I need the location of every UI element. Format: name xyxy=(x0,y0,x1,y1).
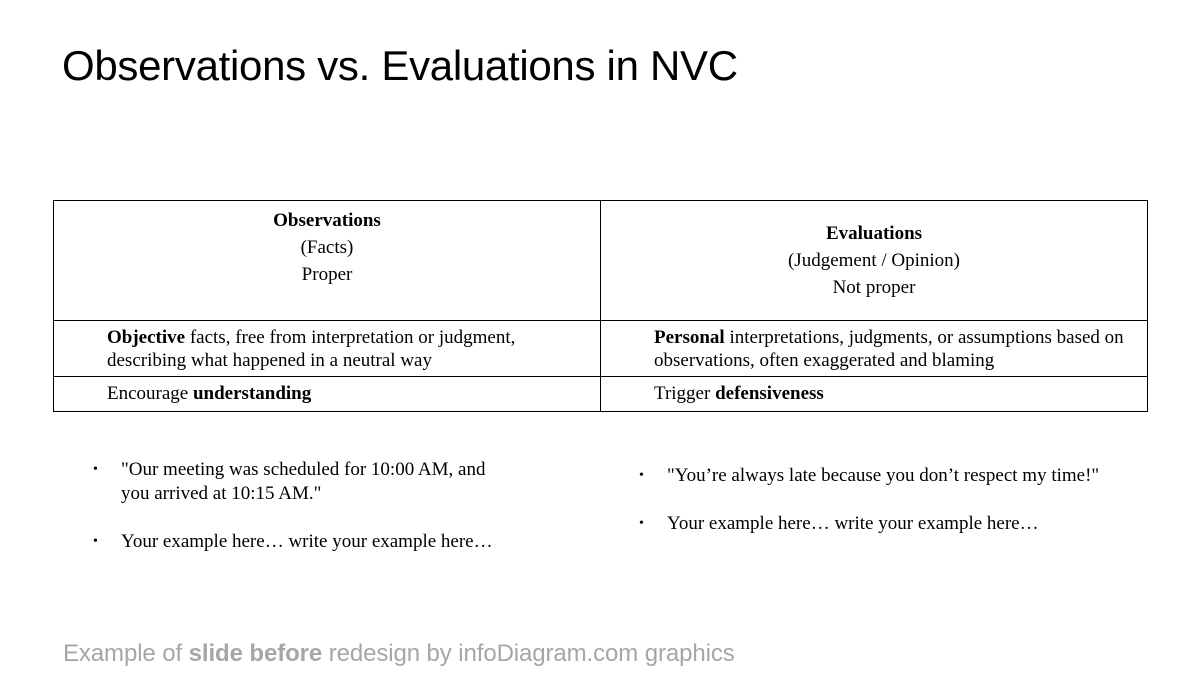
table-row xyxy=(54,321,1148,377)
footer-suffix: redesign by infoDiagram.com graphics xyxy=(322,640,735,667)
list-item xyxy=(93,458,513,506)
evaluations-description-cell xyxy=(601,321,1148,377)
list-item xyxy=(639,512,1179,536)
slide-footer xyxy=(63,640,735,668)
observation-examples-list xyxy=(93,458,513,554)
list-item xyxy=(93,530,513,554)
bullet-icon: • xyxy=(93,534,98,549)
evaluations-description-text: interpretations, judgments, or assumptions based on observations, often exaggerated and blaming xyxy=(654,327,1124,371)
evaluations-subtitle: (Judgement / Opinion) xyxy=(787,250,961,271)
table-row xyxy=(54,377,1148,412)
evaluations-description-bold: Personal xyxy=(654,327,725,348)
slide-title: Observations vs. Evaluations in NVC xyxy=(62,42,738,89)
evaluations-effect-prefix: Trigger xyxy=(654,383,716,404)
observations-header-cell xyxy=(54,201,601,321)
footer-prefix: Example of xyxy=(63,640,189,667)
evaluations-title: Evaluations xyxy=(825,223,923,244)
list-item xyxy=(639,464,1179,488)
bullet-icon: • xyxy=(639,516,644,531)
table-header-row xyxy=(54,201,1148,321)
observations-description-text: facts, free from interpretation or judgment, describing what happened in a neutral way xyxy=(107,327,516,371)
observations-effect-prefix: Encourage xyxy=(107,383,193,404)
evaluations-note: Not proper xyxy=(832,277,916,298)
observations-subtitle: (Facts) xyxy=(300,237,354,258)
observations-title: Observations xyxy=(273,210,381,231)
observations-effect-bold: understanding xyxy=(192,383,312,404)
footer-bold: slide before xyxy=(188,640,323,667)
observations-effect-cell xyxy=(54,377,601,412)
evaluations-header-cell xyxy=(601,201,1148,321)
example-text: "You’re always late because you don’t respect my time!" xyxy=(667,465,1100,486)
example-text: Your example here… write your example here… xyxy=(121,531,493,552)
observations-description-bold: Objective xyxy=(107,327,186,348)
comparison-table xyxy=(53,200,1148,412)
bullet-icon: • xyxy=(93,462,98,477)
bullet-icon: • xyxy=(639,468,644,483)
evaluations-effect-bold: defensiveness xyxy=(715,383,824,404)
example-text: "Our meeting was scheduled for 10:00 AM, and you arrived at 10:15 AM." xyxy=(121,459,486,504)
observations-note: Proper xyxy=(301,264,353,285)
observations-description-cell xyxy=(54,321,601,377)
evaluation-examples-list xyxy=(639,464,1179,536)
example-text: Your example here… write your example here… xyxy=(667,513,1039,534)
evaluations-effect-cell xyxy=(601,377,1148,412)
